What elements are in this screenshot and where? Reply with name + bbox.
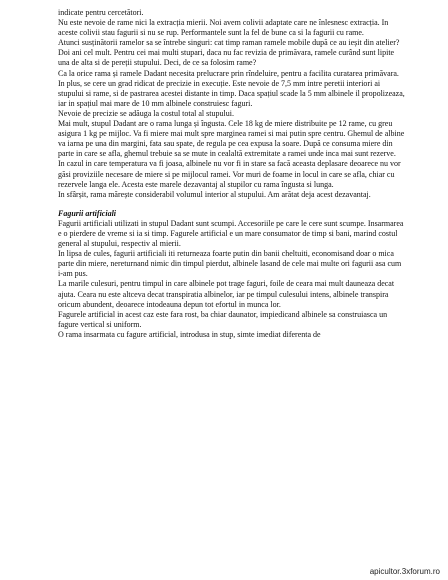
site-watermark: apicultor.3xforum.ro [369,567,440,576]
paragraph: In lipsa de cules, fagurii artificiali iti returneaza foarte putin din banii cheltuiti, economisand doar o mica parte din miere, nereturnand nimic din timpul pierdut, albinele lasand de cele mai multe ori fagurii asa cum i-am pus. [58,249,402,279]
paragraph: La marile culesuri, pentru timpul in care albinele pot trage faguri, foile de ceara mai mult dauneaza decat ajuta. Ceara nu este altceva decat transpiratia albinelor, iar pe timpul culesului intens, albinele transpira oricum abundent, deoarece intodeauna depun tot efortul in munca lor. [58,279,395,309]
section-gap [58,200,406,209]
paragraph: Ca la orice rama și ramele Dadant necesita prelucrare prin rîndeluire, pentru a facilita curatarea primăvara. In plus, se cere un grad ridicat de precizie in execuție. Este nevoie de 7,5 mm intre peretii interiori ai stupului si rame, si de pastrarea acestei distante in timp. Daca spațiul scade la 5 mm albinele il propolizeaza, iar in spațiul mai mare de 10 mm albinele construiesc faguri. [58,68,405,108]
paragraph: indicate pentru cercetători. [58,8,144,17]
paragraph: Nu este nevoie de rame nici la extracția mierii. Noi avem colivii adaptate care ne înlesnesc extracția. In aceste colivii stau fagurii si nu se rup. Performantele sunt la fel de bune ca si la fagurii cu rame. [58,18,389,38]
paragraph: Atunci susținătorii ramelor sa se întrebe singuri: cat timp raman ramele mobile după ce au ieșit din atelier? Doi ani cel mult. Pentru cei mai multi stupari, daca nu fac revizia de primăvara, ramele curând sunt lipite una de alta si de pereții stupului. Deci, de ce sa folosim rame? [58,38,400,68]
document-page [58,8,406,340]
section-heading: Fagurii artificiali [58,208,117,218]
paragraph: Nevoie de precizie se adăuga la costul total al stupului. [58,108,234,118]
paragraph: O rama insarmata cu fagure artificial, introdusa in stup, simte imediat diferenta de [58,329,321,339]
paragraph: Mai mult, stupul Dadant are o rama lunga și îngusta. Cele 18 kg de miere distribuite pe 12 rame, cu greu asigura 1 kg pe mijloc. Va fi miere mai mult spre marginea ramei si mai putin spre centru. Ghemul de albine va iarna pe una din margini, fata sau spate, de regula pe cea expusa la soare. După ce consuma miere din parte in care se afla, ghemul trebuie sa se mute in cealaltă extremitate a ramei unde inca mai sunt rezerve. [58,119,405,159]
paragraph: In cazul in care temperatura va fi joasa, albinele nu vor fi in stare sa facă aceasta deplasare deoarece nu vor găsi proviziile necesare de miere si pe mijlocul ramei. Vor muri de foame in locul in care se afla, chiar cu rezervele langa ele. Acesta este marele dezavantaj al stupilor cu rama îngusta si lunga. [58,159,401,189]
paragraph: In sfârșit, rama mărește considerabil volumul interior al stupului. Am arătat deja acest dezavantaj. [58,189,371,199]
paragraph: Fagurele artificial in acest caz este fara rost, ba chiar daunator, impiedicand albinele sa construiasca un fagure vertical si uniform. [58,309,388,329]
paragraph: Fagurii artificiali utilizati in stupul Dadant sunt scumpi. Accesoriile pe care le cere sunt scumpe. Insarmarea e o pierdere de vreme si ia si timp. Fagurele artificial e un mare consumator de timp si bani, marind costul general al stupului, respectiv al mierii. [58,218,404,249]
